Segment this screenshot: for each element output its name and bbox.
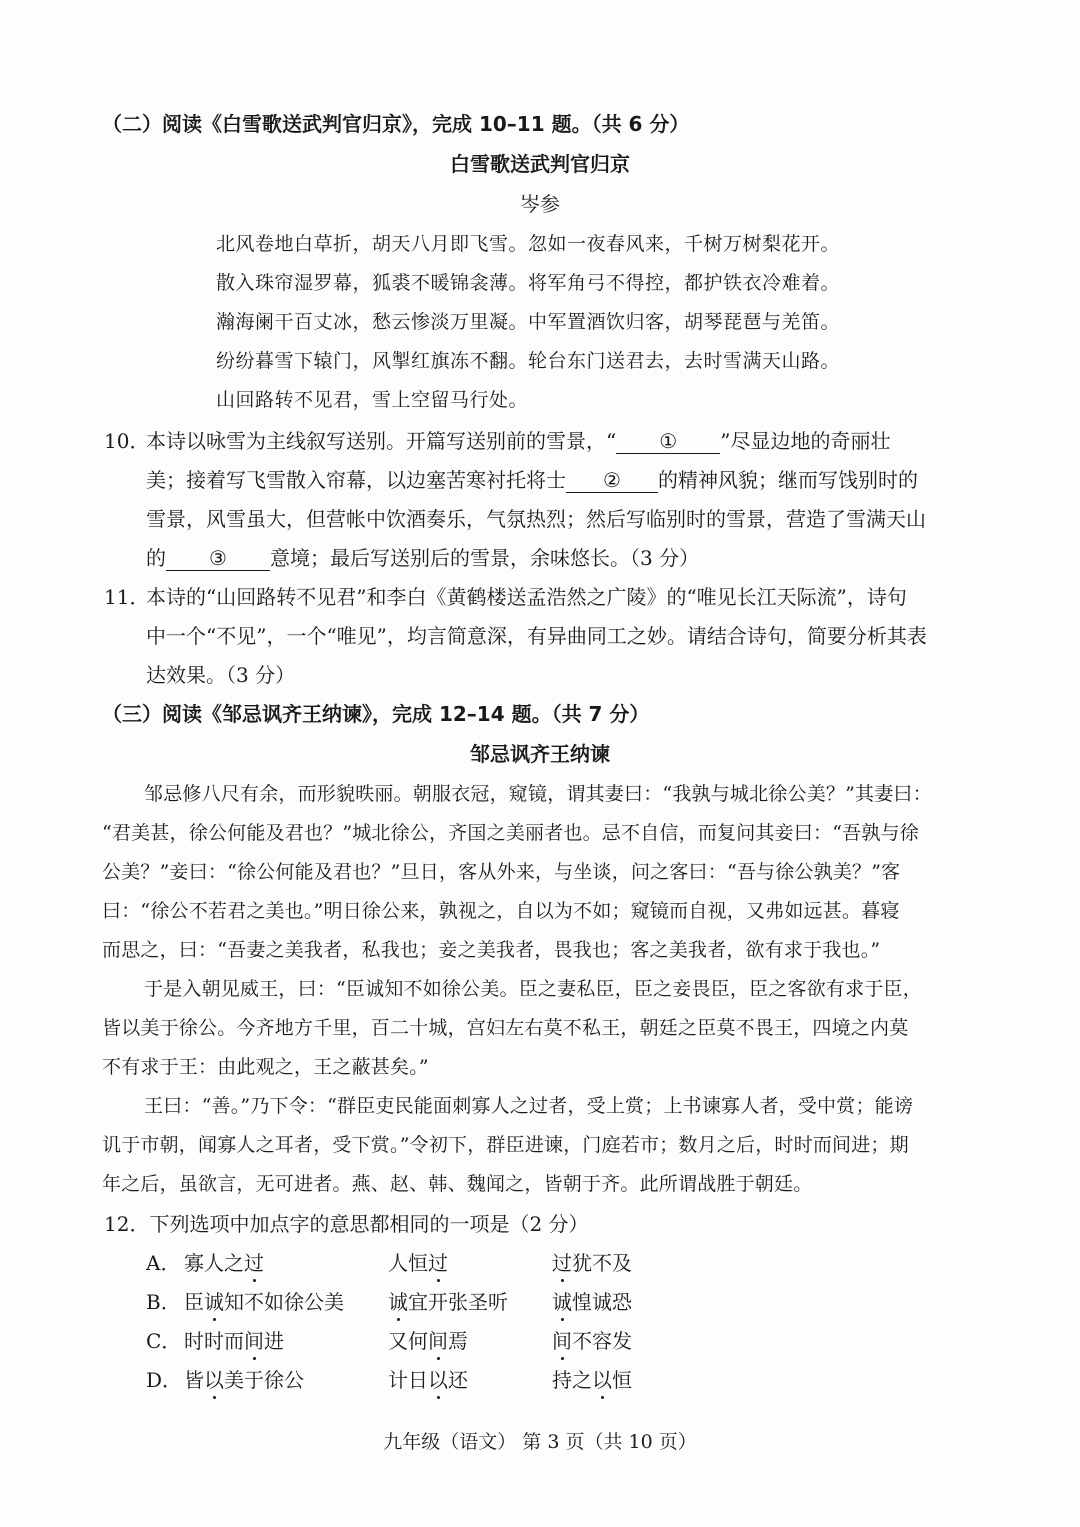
option-c-item-1: 时时而间进 xyxy=(184,1325,284,1354)
passage-line: “君美甚，徐公何能及君也？”城北徐公，齐国之美丽者也。忌不自信，而复问其妾曰：“吾孰与徐 xyxy=(102,822,919,844)
option-b-label[interactable]: B． xyxy=(146,1290,181,1314)
passage-line: 王曰：“善。”乃下令：“群臣吏民能面刺寡人之过者，受上赏；上书谏寡人者，受中赏；能谤 xyxy=(144,1095,914,1117)
passage-line: 年之后，虽欲言，无可进者。燕、赵、韩、魏闻之，皆朝于齐。此所谓战胜于朝廷。 xyxy=(102,1173,813,1195)
option-c-item-3: 间不容发 xyxy=(552,1325,632,1354)
blank-2[interactable]: ② xyxy=(566,470,658,493)
passage-line: 皆以美于徐公。今齐地方千里，百二十城，宫妇左右莫不私王，朝廷之臣莫不畏王，四境之内莫 xyxy=(102,1017,909,1039)
question-10-line: 美；接着写飞雪散入帘幕，以边塞苦寒衬托将士 ② 的精神风貌；继而写饯别时的 xyxy=(146,468,918,492)
option-a-item-2: 人恒过 xyxy=(388,1247,448,1276)
passage-line: 而思之，曰：“吾妻之美我者，私我也；妾之美我者，畏我也；客之美我者，欲有求于我也。” xyxy=(102,939,881,961)
option-b-item-1: 臣诚知不如徐公美 xyxy=(184,1286,344,1315)
option-d-item-1: 皆以美于徐公 xyxy=(184,1364,304,1393)
passage-line: 于是入朝见威王，曰：“臣诚知不如徐公美。臣之妻私臣，臣之妾畏臣，臣之客欲有求于臣， xyxy=(144,978,922,1000)
option-c-label[interactable]: C． xyxy=(146,1329,182,1353)
passage-title: 邹忌讽齐王纳谏 xyxy=(470,742,610,766)
passage-line: 邹忌修八尺有余，而形貌昳丽。朝服衣冠，窥镜，谓其妻曰：“我孰与城北徐公美？”其妻曰： xyxy=(144,783,932,805)
option-a-item-3: 过犹不及 xyxy=(552,1247,632,1276)
option-d-item-3: 持之以恒 xyxy=(552,1364,632,1393)
poem-author: 岑参 xyxy=(520,192,560,216)
option-a-item-1: 寡人之过 xyxy=(184,1247,264,1276)
option-b-item-2: 诚宜开张圣听 xyxy=(388,1286,508,1315)
section-heading-2: （二）阅读《白雪歌送武判官归京》，完成 10–11 题。（共 6 分） xyxy=(102,112,690,136)
poem-line: 纷纷暮雪下辕门，风掣红旗冻不翻。轮台东门送君去，去时雪满天山路。 xyxy=(216,350,841,372)
poem-line: 瀚海阑干百丈冰，愁云惨淡万里凝。中军置酒饮归客，胡琴琵琶与羌笛。 xyxy=(216,311,841,333)
passage-line: 公美？”妾曰：“徐公何能及君也？”旦日，客从外来，与坐谈，问之客曰：“吾与徐公孰美？”客 xyxy=(102,861,901,883)
option-d-item-2: 计日以还 xyxy=(388,1364,468,1393)
question-10-line: 的 ③ 意境；最后写送别后的雪景，余味悠长。（3 分） xyxy=(146,546,700,570)
poem-title: 白雪歌送武判官归京 xyxy=(450,152,630,176)
option-c-item-2: 又何间焉 xyxy=(388,1325,468,1354)
passage-line: 曰：“徐公不若君之美也。”明日徐公来，孰视之，自以为不如；窥镜而自视，又弗如远甚。暮寝 xyxy=(102,900,900,922)
question-10-number: 10． xyxy=(104,429,150,453)
page-footer: 九年级（语文） 第 3 页（共 10 页） xyxy=(383,1431,697,1453)
option-a-label[interactable]: A． xyxy=(146,1251,181,1275)
option-b-item-3: 诚惶诚恐 xyxy=(552,1286,632,1315)
question-11-line: 达效果。（3 分） xyxy=(146,663,296,687)
blank-1[interactable]: ① xyxy=(616,431,720,454)
poem-line: 北风卷地白草折，胡天八月即飞雪。忽如一夜春风来，千树万树梨花开。 xyxy=(216,233,841,255)
question-11-line: 本诗的“山回路转不见君”和李白《黄鹤楼送孟浩然之广陵》的“唯见长江天际流”，诗句 xyxy=(146,585,907,609)
passage-line: 讥于市朝，闻寡人之耳者，受下赏。”令初下，群臣进谏，门庭若市；数月之后，时时而间进；期 xyxy=(102,1134,909,1156)
passage-line: 不有求于王：由此观之，王之蔽甚矣。” xyxy=(102,1056,429,1078)
question-10-line: 雪景，风雪虽大，但营帐中饮酒奏乐，气氛热烈；然后写临别时的雪景，营造了雪满天山 xyxy=(146,507,926,531)
question-12-stem: 12．下列选项中加点字的意思都相同的一项是（2 分） xyxy=(104,1212,589,1236)
blank-3[interactable]: ③ xyxy=(166,548,270,571)
question-11-number: 11． xyxy=(104,585,150,609)
question-11-line: 中一个“不见”，一个“唯见”，均言简意深，有异曲同工之妙。请结合诗句，简要分析其表 xyxy=(146,624,927,648)
poem-line: 散入珠帘湿罗幕，狐裘不暖锦衾薄。将军角弓不得控，都护铁衣冷难着。 xyxy=(216,272,841,294)
option-d-label[interactable]: D． xyxy=(146,1368,183,1392)
poem-line: 山回路转不见君，雪上空留马行处。 xyxy=(216,389,529,411)
question-10-line: 本诗以咏雪为主线叙写送别。开篇写送别前的雪景，“ ① ”尽显边地的奇丽壮 xyxy=(146,429,891,453)
section-heading-3: （三）阅读《邹忌讽齐王纳谏》，完成 12–14 题。（共 7 分） xyxy=(102,702,650,726)
